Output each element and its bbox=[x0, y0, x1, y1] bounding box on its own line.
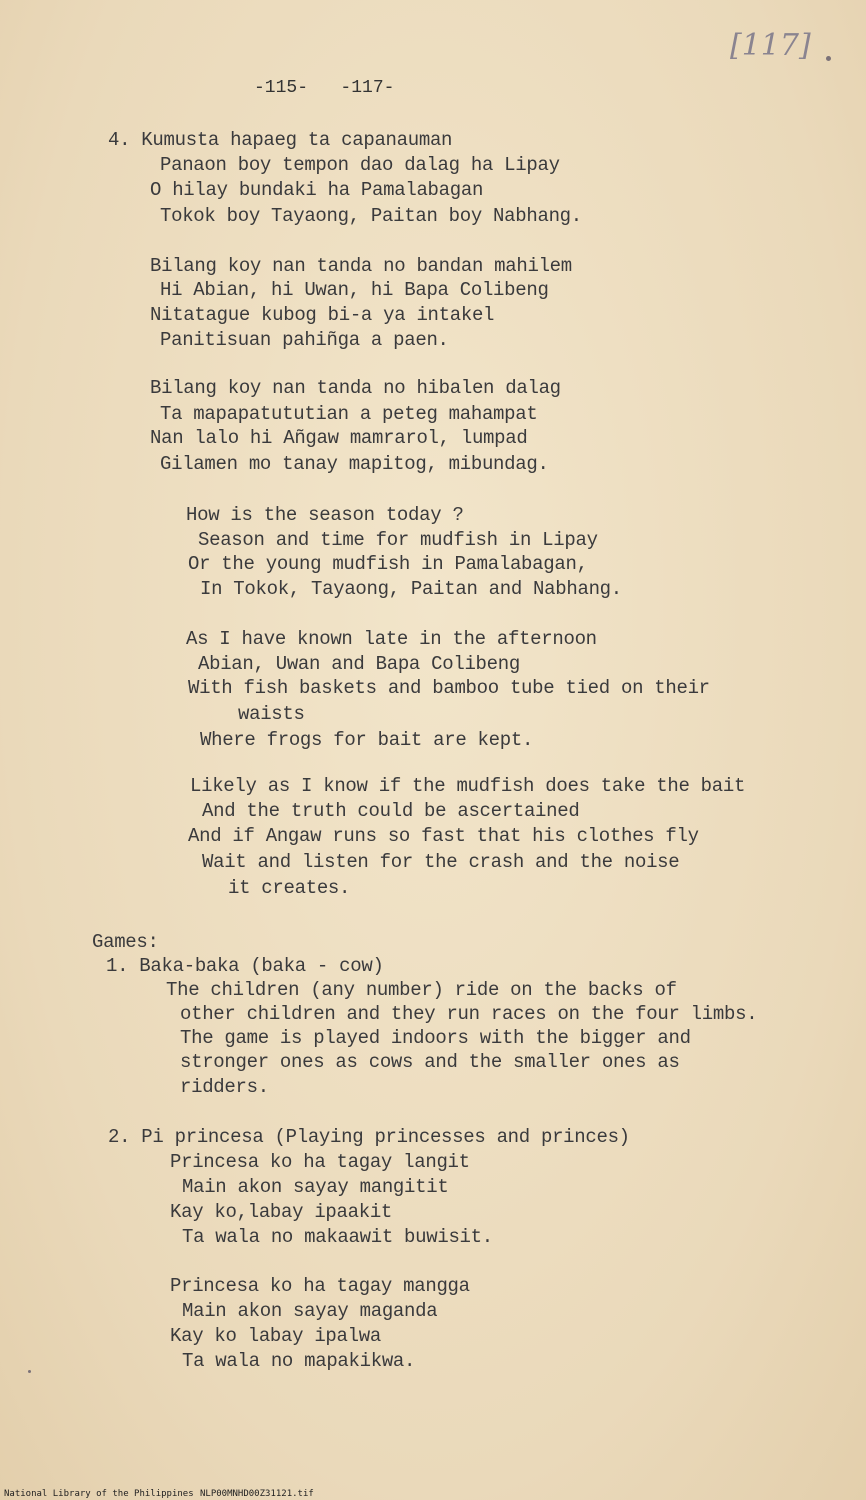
verse-line: 4. Kumusta hapaeg ta capanauman bbox=[108, 129, 453, 151]
page-numbers: -115- -117- bbox=[254, 78, 395, 98]
song-line: Kay ko,labay ipaakit bbox=[170, 1201, 393, 1223]
game-title: 1. Baka-baka (baka - cow) bbox=[106, 955, 384, 977]
translation-line: Wait and listen for the crash and the noise bbox=[202, 851, 680, 873]
translation-line: Or the young mudfish in Pamalabagan, bbox=[188, 553, 588, 575]
games-heading: Games: bbox=[92, 931, 159, 953]
translation-line: Season and time for mudfish in Lipay bbox=[198, 529, 598, 551]
handwritten-page-number: [117] bbox=[730, 28, 811, 63]
translation-line: And the truth could be ascertained bbox=[202, 800, 580, 822]
game-description-line: stronger ones as cows and the smaller ones as bbox=[180, 1051, 680, 1073]
song-line: Princesa ko ha tagay langit bbox=[170, 1151, 470, 1173]
verse-line: Ta mapapatututian a peteg mahampat bbox=[160, 403, 538, 425]
translation-line: it creates. bbox=[228, 877, 351, 899]
song-line: Kay ko labay ipalwa bbox=[170, 1325, 381, 1347]
translation-line: How is the season today ? bbox=[186, 504, 464, 526]
ink-speck bbox=[28, 1370, 31, 1373]
translation-line: waists bbox=[238, 703, 305, 725]
verse-line: Bilang koy nan tanda no bandan mahilem bbox=[150, 255, 572, 277]
song-line: Ta wala no makaawit buwisit. bbox=[182, 1226, 493, 1248]
verse-line: Nan lalo hi Añgaw mamrarol, lumpad bbox=[150, 427, 528, 449]
verse-line: Bilang koy nan tanda no hibalen dalag bbox=[150, 377, 561, 399]
song-line: Princesa ko ha tagay mangga bbox=[170, 1275, 470, 1297]
translation-line: As I have known late in the afternoon bbox=[186, 628, 597, 650]
verse-line: Hi Abian, hi Uwan, hi Bapa Colibeng bbox=[160, 279, 549, 301]
translation-line: In Tokok, Tayaong, Paitan and Nabhang. bbox=[200, 578, 622, 600]
translation-line: With fish baskets and bamboo tube tied on their bbox=[188, 677, 710, 699]
verse-line: Panaon boy tempon dao dalag ha Lipay bbox=[160, 154, 560, 176]
verse-line: Nitatague kubog bi-a ya intakel bbox=[150, 304, 495, 326]
verse-line: Tokok boy Tayaong, Paitan boy Nabhang. bbox=[160, 205, 582, 227]
translation-line: Likely as I know if the mudfish does take the bait bbox=[190, 775, 746, 797]
game-description-line: other children and they run races on the four limbs. bbox=[180, 1003, 758, 1025]
song-line: Ta wala no mapakikwa. bbox=[182, 1350, 416, 1372]
game-title: 2. Pi princesa (Playing princesses and princes) bbox=[108, 1126, 630, 1148]
verse-line: Panitisuan pahiñga a paen. bbox=[160, 329, 449, 351]
verse-line: O hilay bundaki ha Pamalabagan bbox=[150, 179, 484, 201]
game-description-line: The game is played indoors with the bigger and bbox=[180, 1027, 691, 1049]
game-description-line: The children (any number) ride on the backs of bbox=[166, 979, 677, 1001]
game-description-line: ridders. bbox=[180, 1076, 269, 1098]
source-footer: National Library of the Philippines bbox=[4, 1489, 194, 1499]
song-line: Main akon sayay mangitit bbox=[182, 1176, 449, 1198]
ink-speck bbox=[826, 56, 831, 61]
translation-line: And if Angaw runs so fast that his clothes fly bbox=[188, 825, 699, 847]
filename-footer: NLP00MNHD00Z31121.tif bbox=[200, 1489, 314, 1499]
translation-line: Where frogs for bait are kept. bbox=[200, 729, 534, 751]
translation-line: Abian, Uwan and Bapa Colibeng bbox=[198, 653, 520, 675]
song-line: Main akon sayay maganda bbox=[182, 1300, 438, 1322]
verse-line: Gilamen mo tanay mapitog, mibundag. bbox=[160, 453, 549, 475]
